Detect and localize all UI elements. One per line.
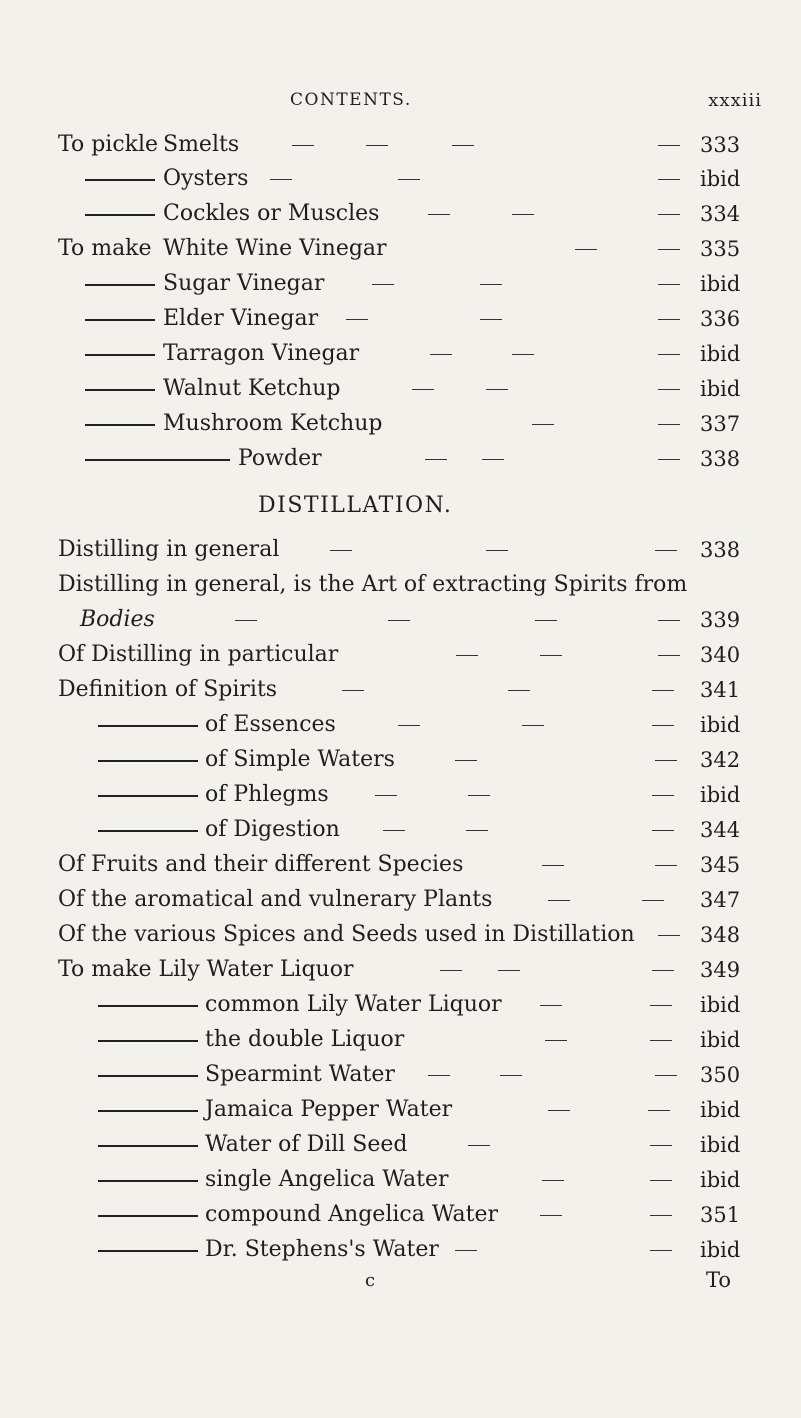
entry-text: compound Angelica Water	[205, 1202, 499, 1227]
contents-entry	[0, 1093, 801, 1127]
entry-page: 342	[700, 748, 741, 772]
entry-text: Spearmint Water	[205, 1062, 395, 1087]
entry-text: White Wine Vinegar	[163, 236, 387, 261]
entry-text: of Simple Waters	[205, 747, 395, 772]
contents-entry	[0, 372, 801, 406]
entry-page: 344	[700, 818, 741, 842]
contents-entry	[0, 778, 801, 812]
entry-page: ibid	[700, 993, 741, 1017]
contents-entry	[0, 848, 801, 882]
entry-page: 338	[700, 447, 741, 471]
entry-text: Definition of Spirits	[58, 677, 278, 702]
ditto-rule	[98, 1145, 198, 1147]
ditto-rule	[85, 319, 155, 321]
contents-entry	[0, 638, 801, 672]
ditto-rule	[85, 214, 155, 216]
entry-page: ibid	[700, 1238, 741, 1262]
contents-entry	[0, 1128, 801, 1162]
contents-entry	[0, 407, 801, 441]
entry-text: Sugar Vinegar	[163, 271, 325, 296]
contents-entry	[0, 673, 801, 707]
ditto-rule	[98, 760, 198, 762]
contents-entry	[0, 1058, 801, 1092]
entry-page: 351	[700, 1203, 741, 1227]
entry-text: the double Liquor	[205, 1027, 405, 1052]
contents-entry	[0, 442, 801, 476]
entry-page: ibid	[700, 1098, 741, 1122]
entry-text: Cockles or Muscles	[163, 201, 380, 226]
ditto-rule	[85, 389, 155, 391]
entry-text: Distilling in general	[58, 537, 280, 562]
contents-entry	[0, 197, 801, 231]
page-folio: xxxiii	[708, 90, 762, 111]
entry-page: 335	[700, 237, 741, 261]
ditto-rule	[85, 354, 155, 356]
entry-text: Tarragon Vinegar	[163, 341, 360, 366]
entry-page: 338	[700, 538, 741, 562]
entry-lead: To pickle	[58, 132, 159, 157]
entry-page: 347	[700, 888, 741, 912]
ditto-rule	[85, 179, 155, 181]
running-header	[290, 90, 762, 120]
entry-text: single Angelica Water	[205, 1167, 449, 1192]
contents-entry	[0, 918, 801, 952]
entry-text: of Digestion	[205, 817, 340, 842]
ditto-rule	[98, 725, 198, 727]
entry-page: ibid	[700, 783, 741, 807]
contents-entry	[0, 1233, 801, 1267]
catchword: To	[706, 1268, 732, 1292]
entry-page: ibid	[700, 1133, 741, 1157]
contents-entry	[0, 988, 801, 1022]
ditto-rule	[98, 1075, 198, 1077]
entry-page: 340	[700, 643, 741, 667]
entry-text: Of the various Spices and Seeds used in Distillation	[58, 922, 635, 947]
entry-page: 339	[700, 608, 741, 632]
entry-page: 336	[700, 307, 741, 331]
contents-entry	[0, 568, 801, 602]
entry-lead: To make	[58, 236, 152, 261]
entry-page: ibid	[700, 167, 741, 191]
ditto-rule	[98, 1250, 198, 1252]
ditto-rule	[85, 424, 155, 426]
ditto-rule	[98, 1005, 198, 1007]
entry-page: 334	[700, 202, 741, 226]
section-title: DISTILLATION.	[258, 493, 453, 518]
ditto-rule	[98, 1040, 198, 1042]
entry-page: ibid	[700, 1028, 741, 1052]
entry-page: 348	[700, 923, 741, 947]
entry-text: Dr. Stephens's Water	[205, 1237, 439, 1262]
entry-text: Oysters	[163, 166, 249, 191]
contents-entry	[0, 128, 801, 162]
entry-text: Of Fruits and their different Species	[58, 852, 464, 877]
contents-entry	[0, 337, 801, 371]
ditto-rule	[98, 1180, 198, 1182]
entry-text: Of Distilling in particular	[58, 642, 339, 667]
entry-text: of Essences	[205, 712, 336, 737]
contents-entry	[0, 1163, 801, 1197]
ditto-rule	[98, 1110, 198, 1112]
entry-text: Elder Vinegar	[163, 306, 319, 331]
entry-page: ibid	[700, 1168, 741, 1192]
entry-page: ibid	[700, 342, 741, 366]
contents-entry	[0, 162, 801, 196]
ditto-rule	[98, 1215, 198, 1217]
contents-entry	[0, 953, 801, 987]
entry-text: Walnut Ketchup	[163, 376, 341, 401]
entry-page: 349	[700, 958, 741, 982]
contents-entry	[0, 883, 801, 917]
entry-text: of Phlegms	[205, 782, 329, 807]
contents-entry	[0, 267, 801, 301]
entry-page: 333	[700, 133, 741, 157]
contents-entry	[0, 533, 801, 567]
entry-text: Of the aromatical and vulnerary Plants	[58, 887, 493, 912]
entry-page: 337	[700, 412, 741, 436]
entry-text: Bodies	[80, 607, 155, 632]
entry-text: Powder	[238, 446, 322, 471]
entry-text: Water of Dill Seed	[205, 1132, 408, 1157]
entry-page: ibid	[700, 377, 741, 401]
entry-text: Jamaica Pepper Water	[205, 1097, 453, 1122]
entry-text: Distilling in general, is the Art of extracting Spirits from	[58, 572, 688, 597]
entry-text: Smelts	[163, 132, 240, 157]
entry-page: 341	[700, 678, 741, 702]
contents-entry	[0, 302, 801, 336]
entry-page: ibid	[700, 713, 741, 737]
ditto-rule	[85, 459, 230, 461]
contents-entry	[0, 1023, 801, 1057]
entry-text: To make Lily Water Liquor	[58, 957, 354, 982]
entry-text: Mushroom Ketchup	[163, 411, 383, 436]
entry-page: 350	[700, 1063, 741, 1087]
ditto-rule	[98, 795, 198, 797]
contents-entry	[0, 232, 801, 266]
contents-entry	[0, 1198, 801, 1232]
ditto-rule	[85, 284, 155, 286]
entry-page: 345	[700, 853, 741, 877]
ditto-rule	[98, 830, 198, 832]
contents-entry	[0, 708, 801, 742]
header-title: CONTENTS.	[290, 90, 412, 110]
entry-page: ibid	[700, 272, 741, 296]
contents-entry	[0, 743, 801, 777]
entry-text: common Lily Water Liquor	[205, 992, 502, 1017]
contents-entry	[0, 603, 801, 637]
contents-entry	[0, 813, 801, 847]
signature-mark: c	[365, 1270, 376, 1291]
